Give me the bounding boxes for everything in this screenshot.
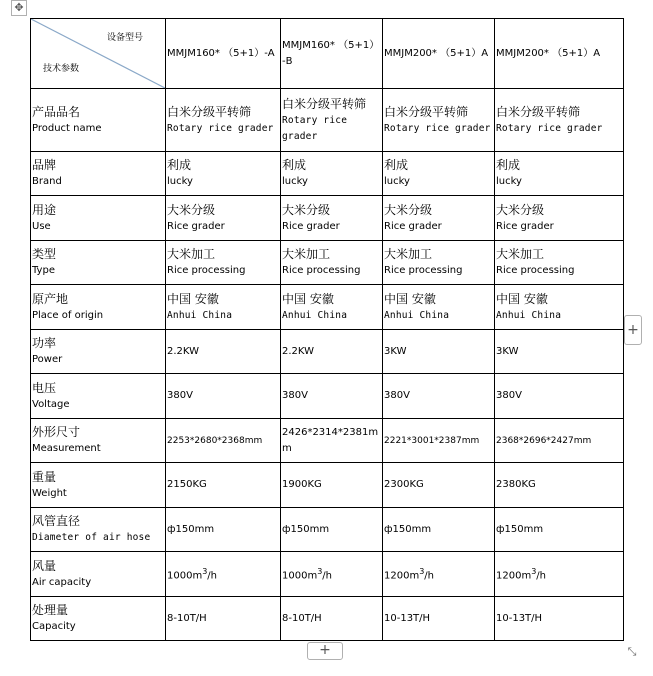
value-cn: 中国 安徽 — [282, 291, 334, 306]
value-en: Rotary rice grader — [282, 114, 348, 142]
value-cell[interactable] — [495, 419, 624, 463]
value-en: Rice processing — [384, 265, 463, 276]
param-cell[interactable] — [31, 241, 166, 285]
diagonal-line — [31, 19, 165, 88]
value-text: 2300KG — [384, 479, 424, 490]
value-cell[interactable] — [383, 552, 495, 597]
param-cn: 外形尺寸 — [32, 425, 81, 439]
table-row — [31, 508, 624, 552]
value-cell[interactable] — [495, 196, 624, 241]
value-cell[interactable] — [495, 285, 624, 330]
add-column-button[interactable]: + — [624, 315, 642, 345]
param-en: Place of origin — [32, 309, 104, 321]
value-en: lucky — [384, 176, 410, 187]
value-cell[interactable] — [166, 89, 281, 152]
value-en: Anhui China — [496, 309, 562, 321]
value-text: ф150mm — [282, 523, 330, 535]
table-row — [31, 152, 624, 196]
param-en: Use — [32, 220, 51, 232]
model-cell-4[interactable] — [495, 19, 624, 89]
table-row — [31, 463, 624, 508]
value-en: lucky — [282, 176, 308, 187]
param-cell[interactable] — [31, 552, 166, 597]
param-cn: 类型 — [32, 247, 57, 261]
value-cell[interactable] — [281, 508, 383, 552]
value-text: 3KW — [496, 345, 519, 357]
value-text: ф150mm — [496, 523, 544, 535]
value-text: 2368*2696*2427mm — [496, 435, 592, 446]
value-en: lucky — [496, 176, 522, 187]
param-cell[interactable] — [31, 152, 166, 196]
value-cn: 中国 安徽 — [496, 291, 548, 306]
value-cn: 大米加工 — [496, 247, 545, 261]
model-name: MMJM160* （5+1）-A — [167, 47, 275, 59]
param-cell[interactable] — [31, 374, 166, 419]
value-text: 380V — [167, 390, 193, 401]
value-cn: 中国 安徽 — [384, 291, 436, 306]
value-cell[interactable] — [383, 463, 495, 508]
value-text: 8-10T/H — [167, 612, 207, 624]
value-cell[interactable] — [281, 152, 383, 196]
value-en: Rice processing — [282, 265, 361, 276]
value-en: Rice grader — [496, 220, 554, 232]
value-cell[interactable] — [281, 330, 383, 374]
param-cn: 产品品名 — [32, 104, 81, 119]
value-text: ф150mm — [167, 523, 215, 535]
value-cell[interactable] — [383, 285, 495, 330]
param-en: Capacity — [32, 621, 76, 632]
value-cn: 白米分级平转筛 — [384, 104, 469, 119]
value-cell[interactable] — [281, 241, 383, 285]
param-en: Type — [32, 265, 55, 276]
value-text: 8-10T/H — [282, 612, 322, 624]
value-en: Anhui China — [282, 309, 348, 321]
table-row — [31, 374, 624, 419]
value-text: $1000m^3/h$ — [282, 566, 333, 582]
value-text: 380V — [282, 390, 308, 401]
value-cell[interactable] — [383, 374, 495, 419]
param-cn: 重量 — [32, 469, 57, 484]
param-cell[interactable] — [31, 419, 166, 463]
value-cell[interactable] — [383, 330, 495, 374]
param-en: Voltage — [32, 398, 70, 410]
value-en: Rice processing — [496, 265, 575, 276]
value-cell[interactable] — [495, 463, 624, 508]
value-cell[interactable] — [281, 419, 383, 463]
param-en: Weight — [32, 487, 67, 499]
param-cn: 处理量 — [32, 603, 69, 617]
param-cn: 风量 — [32, 558, 57, 573]
value-cell[interactable] — [166, 196, 281, 241]
param-cell[interactable] — [31, 597, 166, 641]
value-cell[interactable] — [383, 419, 495, 463]
value-cn: 大米分级 — [167, 202, 216, 217]
value-cell[interactable] — [166, 330, 281, 374]
value-text: 10-13T/H — [384, 612, 431, 624]
table-row — [31, 330, 624, 374]
model-cell-1[interactable] — [166, 19, 281, 89]
value-cn: 白米分级平转筛 — [496, 104, 581, 119]
value-cell[interactable] — [383, 241, 495, 285]
value-cn: 白米分级平转筛 — [282, 96, 367, 111]
param-cell[interactable] — [31, 330, 166, 374]
value-cn: 大米加工 — [384, 247, 433, 261]
param-cn: 电压 — [32, 380, 57, 395]
value-cn: 中国 安徽 — [167, 291, 219, 306]
value-text: 10-13T/H — [496, 612, 543, 624]
table-header-row — [31, 19, 624, 89]
table-row — [31, 89, 624, 152]
value-text: ф150mm — [384, 523, 432, 535]
value-en: Rotary rice grader — [496, 122, 603, 134]
value-cell[interactable] — [495, 597, 624, 641]
table-row — [31, 597, 624, 641]
param-en: Power — [32, 354, 63, 365]
value-text: 2426*2314*2381mm — [282, 426, 379, 454]
value-en: Rice processing — [167, 265, 246, 276]
value-en: lucky — [167, 176, 193, 187]
value-en: Anhui China — [384, 309, 450, 321]
value-en: Rice grader — [282, 220, 340, 232]
table-row — [31, 196, 624, 241]
value-cell[interactable] — [166, 597, 281, 641]
value-cn: 大米加工 — [167, 247, 216, 261]
value-cell[interactable] — [281, 374, 383, 419]
value-cell[interactable] — [495, 330, 624, 374]
value-cell[interactable] — [166, 552, 281, 597]
param-cn: 功率 — [32, 336, 57, 350]
model-name: MMJM200* （5+1）A — [496, 47, 601, 59]
value-cell[interactable] — [281, 552, 383, 597]
model-name: MMJM160* （5+1）-B — [282, 39, 380, 67]
value-cell[interactable] — [166, 374, 281, 419]
param-cn: 品牌 — [32, 158, 57, 172]
value-cell[interactable] — [281, 89, 383, 152]
model-name: MMJM200* （5+1）A — [384, 47, 489, 59]
value-cn: 利成 — [496, 158, 521, 172]
technical-params-label: 技术参数 — [43, 64, 80, 74]
table-row — [31, 241, 624, 285]
value-cell[interactable] — [383, 89, 495, 152]
value-cell[interactable] — [495, 152, 624, 196]
table-resize-handle[interactable]: ⤡ — [627, 645, 637, 658]
param-cn: 风管直径 — [32, 514, 81, 528]
value-cell[interactable] — [383, 196, 495, 241]
value-cn: 白米分级平转筛 — [167, 104, 252, 119]
value-cell[interactable] — [281, 285, 383, 330]
table-row — [31, 285, 624, 330]
param-cell[interactable] — [31, 285, 166, 330]
param-en: Product name — [32, 122, 102, 134]
value-cell[interactable] — [495, 552, 624, 597]
param-en: Air capacity — [32, 576, 92, 588]
param-cn: 原产地 — [32, 291, 69, 306]
param-cell[interactable] — [31, 196, 166, 241]
value-text: $1200m^3/h$ — [384, 566, 435, 582]
value-cell[interactable] — [166, 152, 281, 196]
value-cell[interactable] — [166, 508, 281, 552]
value-text: 2.2KW — [282, 345, 314, 357]
param-cell[interactable] — [31, 508, 166, 552]
value-cell[interactable] — [383, 597, 495, 641]
value-cell[interactable] — [495, 508, 624, 552]
value-cn: 大米加工 — [282, 247, 331, 261]
table-move-handle[interactable]: ✥ — [11, 0, 27, 16]
value-cell[interactable] — [281, 196, 383, 241]
value-text: 2380KG — [496, 479, 536, 490]
value-text: 2253*2680*2368mm — [167, 435, 263, 446]
value-text: $1000m^3/h$ — [167, 566, 218, 582]
value-cn: 利成 — [167, 158, 192, 172]
param-cn: 用途 — [32, 202, 57, 217]
value-text: 3KW — [384, 345, 407, 357]
table-row — [31, 419, 624, 463]
value-text: 2.2KW — [167, 345, 199, 357]
value-cell[interactable] — [495, 241, 624, 285]
value-text: 2150KG — [167, 479, 207, 490]
model-cell-2[interactable] — [281, 19, 383, 89]
value-cn: 大米分级 — [496, 202, 545, 217]
param-en: Brand — [32, 176, 62, 187]
value-cell[interactable] — [166, 241, 281, 285]
param-cell[interactable] — [31, 89, 166, 152]
value-cn: 大米分级 — [384, 202, 433, 217]
value-en: Rice grader — [167, 220, 225, 232]
model-cell-3[interactable] — [383, 19, 495, 89]
value-cell[interactable] — [383, 152, 495, 196]
table-row — [31, 552, 624, 597]
value-text: 1900KG — [282, 479, 322, 490]
value-cn: 利成 — [384, 158, 409, 172]
value-cell[interactable] — [495, 374, 624, 419]
value-en: Anhui China — [167, 309, 233, 321]
value-text: 2221*3001*2387mm — [384, 435, 480, 446]
param-cell[interactable] — [31, 463, 166, 508]
value-cell[interactable] — [495, 89, 624, 152]
value-en: Rotary rice grader — [384, 122, 491, 134]
param-en: Diameter of air hose — [32, 532, 151, 543]
add-row-button[interactable]: + — [307, 642, 343, 660]
value-text: 380V — [384, 390, 410, 401]
value-cn: 大米分级 — [282, 202, 331, 217]
value-cell[interactable] — [166, 463, 281, 508]
diagonal-header-cell[interactable] — [31, 19, 166, 89]
value-text: 380V — [496, 390, 522, 401]
spec-table — [30, 18, 624, 641]
value-cell[interactable] — [383, 508, 495, 552]
value-en: Rotary rice grader — [167, 122, 274, 134]
value-en: Rice grader — [384, 220, 442, 232]
value-cell[interactable] — [281, 597, 383, 641]
value-cn: 利成 — [282, 158, 307, 172]
equipment-model-label: 设备型号 — [106, 33, 143, 43]
param-en: Measurement — [32, 443, 101, 454]
value-cell[interactable] — [166, 419, 281, 463]
value-cell[interactable] — [166, 285, 281, 330]
value-cell[interactable] — [281, 463, 383, 508]
value-text: $1200m^3/h$ — [496, 566, 547, 582]
